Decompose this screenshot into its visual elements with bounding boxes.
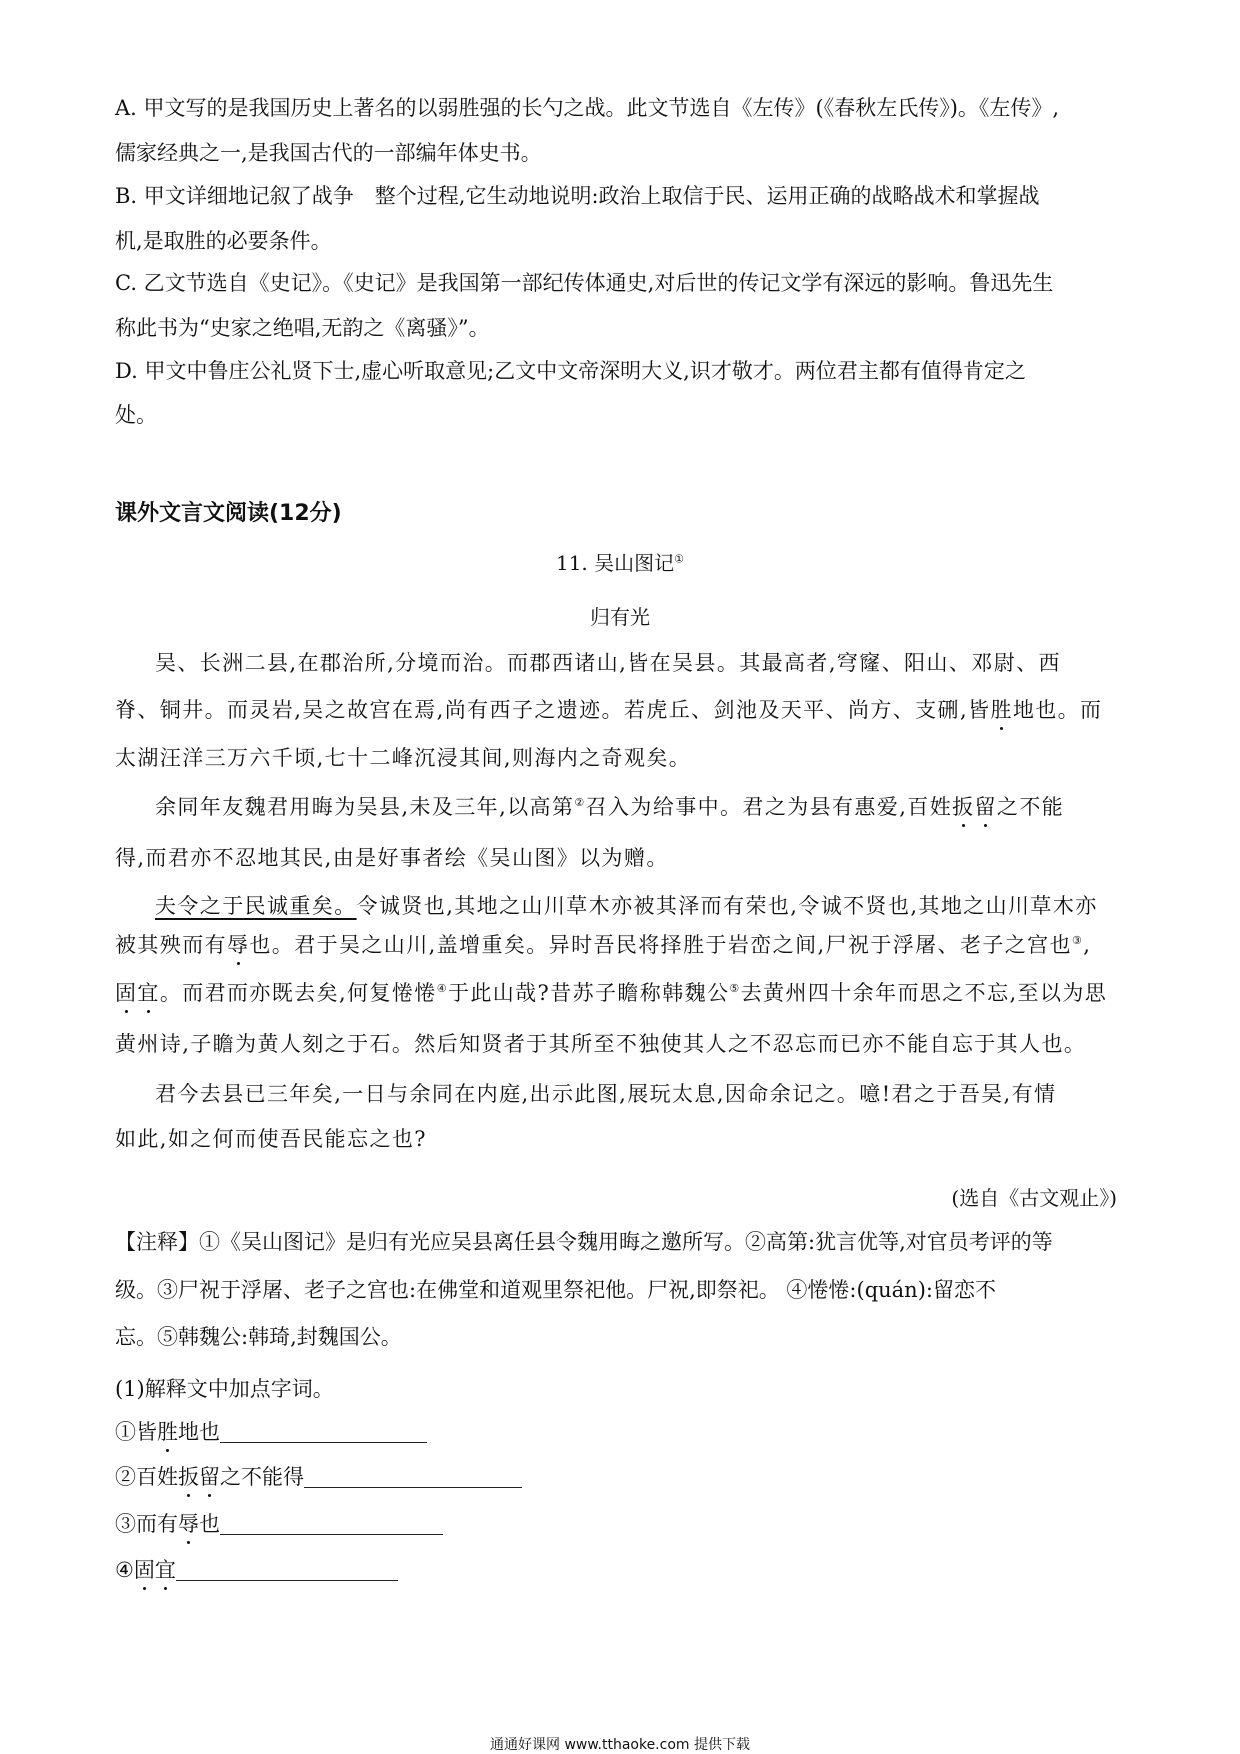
text-span: 也。君于吴之山川,盖增重矣。异时吾民将择胜于岩峦之间,尸祝于浮屠、老子之宫也 (249, 933, 1072, 957)
footnote-marker: ⑤ (729, 982, 741, 995)
section-heading: 课外文言文阅读(12分) (115, 501, 342, 526)
emphasis-char: 扳 (952, 795, 975, 819)
question-item-4 (115, 1560, 398, 1581)
answer-blank-4[interactable] (176, 1560, 398, 1581)
page-footer: 通通好课网 www.tthaoke.com 提供下载 (490, 1737, 750, 1753)
text-span: 地也。而 (1012, 698, 1103, 722)
emphasis-char: 扳 (178, 1465, 199, 1489)
text-span: 余同年友魏君用晦为吴县,未及三年,以高第 (155, 795, 575, 819)
passage-p3-line-3 (115, 983, 1107, 1004)
footnote-marker: ① (674, 552, 685, 566)
passage-author: 归有光 (590, 605, 650, 629)
text-span: 脊、铜井。而灵岩,吴之故宫在焉,尚有西子之遗迹。若虎丘、剑池及天平、尚方、支硎,皆 (115, 698, 991, 722)
text-span: 于此山哉?昔苏子瞻称韩魏公 (447, 981, 730, 1005)
text-span: ①皆 (115, 1420, 157, 1444)
footnote-marker: ④ (436, 982, 448, 995)
emphasis-char: 留 (199, 1465, 220, 1489)
footnote-marker: ③ (1071, 934, 1084, 947)
passage-p4-line-2: 如此,如之何而使吾民能忘之也? (115, 1127, 427, 1151)
option-d-line-1: D. 甲文中鲁庄公礼贤下士,虚心听取意见;乙文中文帝深明大义,识才敬才。两位君主都有值得肯定之 (115, 359, 1026, 383)
passage-p3-line-4: 黄州诗,子瞻为黄人刻之于石。然后知贤者于其所至不独使其人之不忍忘而已亦不能自忘于其人也。 (115, 1032, 1087, 1056)
underlined-sentence: 夫令之于民诚重矣。 (155, 894, 357, 918)
text-span: 被其殃而有 (115, 933, 227, 957)
question-item-1 (115, 1422, 427, 1443)
passage-title-text: 11. 吴山图记 (555, 551, 675, 575)
text-span: 之不能 (996, 795, 1065, 819)
text-span: ③而有 (115, 1512, 178, 1536)
emphasis-char: 留 (974, 795, 997, 819)
option-c-line-2: 称此书为“史家之绝唱,无韵之《离骚》”。 (115, 316, 490, 340)
option-d-line-2: 处。 (115, 403, 157, 427)
passage-p2-line-2: 得,而君亦不忍地其民,由是好事者绘《吴山图》以为赠。 (115, 846, 669, 870)
passage-source: (选自《古文观止》) (951, 1186, 1117, 1210)
emphasis-char: 固 (115, 981, 138, 1005)
footnote-marker: ② (574, 796, 586, 809)
text-span: , (1083, 933, 1092, 957)
text-span: 去黄州四十余年而思之不忘,至以为思 (740, 981, 1108, 1005)
option-a-line-1: A. 甲文写的是我国历史上著名的以弱胜强的长勺之战。此文节选自《左传》(《春秋左氏传》)。《左传》, (115, 96, 1060, 120)
passage-p4-line-1: 君今去县已三年矣,一日与余同在内庭,出示此图,展玩太息,因命余记之。噫!君之于吾吴,有情 (155, 1082, 1057, 1106)
question-item-3 (115, 1514, 443, 1535)
emphasis-char: 宜 (137, 981, 160, 1005)
notes-line-2: 级。③尸祝于浮屠、老子之宫也:在佛堂和道观里祭祀他。尸祝,即祭祀。 ④惓惓:(quán):留恋不 (115, 1278, 996, 1302)
passage-p1-line-2 (115, 700, 1102, 721)
option-b-line-2: 机,是取胜的必要条件。 (115, 229, 332, 253)
passage-p3-line-1 (155, 896, 1098, 917)
text-span: 之不能得 (220, 1465, 304, 1489)
passage-p1-line-1: 吴、长洲二县,在郡治所,分境而治。而郡西诸山,皆在吴县。其最高者,穹窿、阳山、邓尉、西 (155, 651, 1061, 675)
text-span: 令诚贤也,其地之山川草木亦被其泽而有荣也,令诚不贤也,其地之山川草木亦 (356, 894, 1098, 918)
text-span: ②百姓 (115, 1465, 178, 1489)
passage-p3-line-2 (115, 935, 1091, 956)
text-span: 。而君而亦既去矣,何复惓惓 (159, 981, 437, 1005)
text-span: 地也 (178, 1420, 220, 1444)
option-a-line-2: 儒家经典之一,是我国古代的一部编年体史书。 (115, 141, 542, 165)
emphasis-char: 辱 (227, 933, 250, 957)
passage-p2-line-1 (155, 797, 1064, 818)
passage-p1-line-3: 太湖汪洋三万六千顷,七十二峰沉浸其间,则海内之奇观矣。 (115, 746, 692, 770)
option-b-line-1: B. 甲文详细地记叙了战争 整个过程,它生动地说明:政治上取信于民、运用正确的战略战术和掌握战 (115, 184, 1040, 208)
text-span: 召入为给事中。君之为县有惠爱,百姓 (585, 795, 953, 819)
option-c-line-1: C. 乙文节选自《史记》。《史记》是我国第一部纪传体通史,对后世的传记文学有深远的影响。鲁迅先生 (115, 271, 1054, 295)
notes-line-3: 忘。⑤韩魏公:韩琦,封魏国公。 (115, 1325, 402, 1349)
answer-blank-2[interactable] (304, 1467, 522, 1488)
emphasis-char: 固 (133, 1558, 155, 1582)
answer-blank-3[interactable] (220, 1514, 443, 1535)
answer-blank-1[interactable] (220, 1422, 427, 1443)
question-item-2 (115, 1467, 522, 1488)
emphasis-char: 胜 (157, 1420, 178, 1444)
emphasis-char: 宜 (154, 1558, 176, 1582)
notes-line-1: 【注释】①《吴山图记》是归有光应吴县离任县令魏用晦之邀所写。②高第:犹言优等,对官员考评的等 (115, 1230, 1053, 1254)
text-span: ④ (115, 1558, 134, 1582)
question-prompt: (1)解释文中加点字词。 (115, 1377, 334, 1401)
text-span: 也 (199, 1512, 220, 1536)
emphasis-char: 辱 (178, 1512, 199, 1536)
passage-title (0, 547, 1240, 576)
emphasis-char: 胜 (990, 698, 1013, 722)
